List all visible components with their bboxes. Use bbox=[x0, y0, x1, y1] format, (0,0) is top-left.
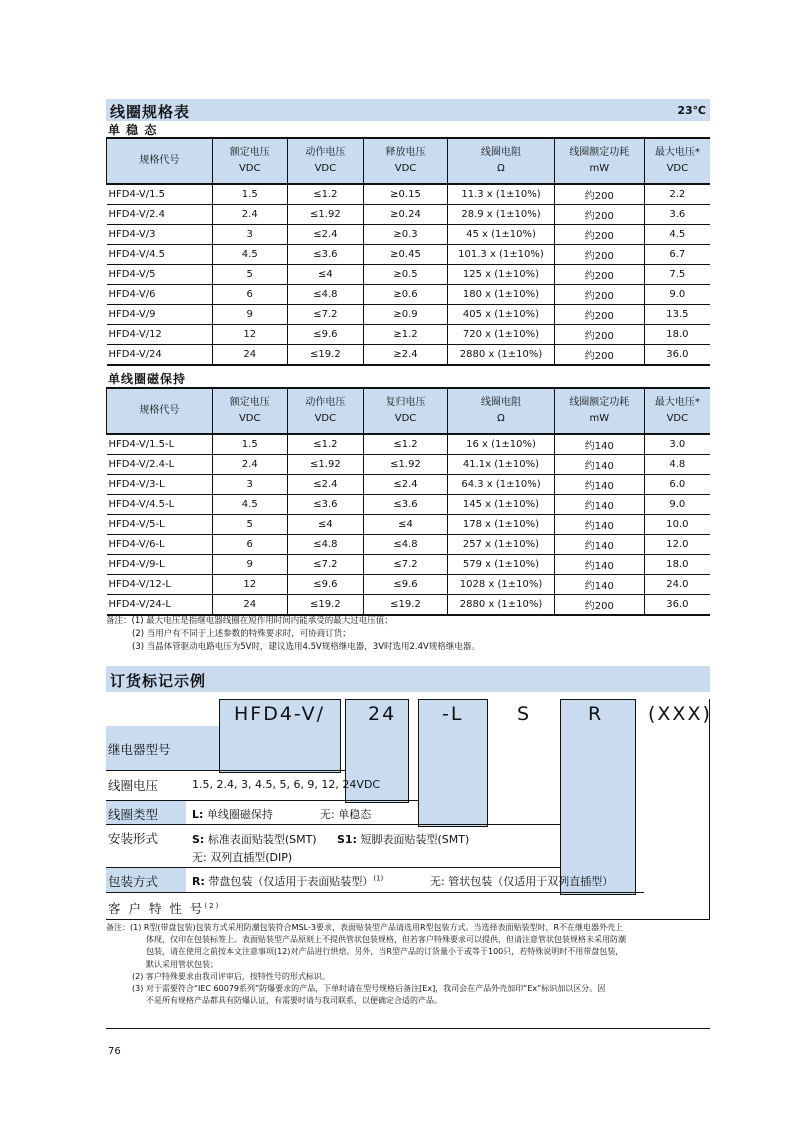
table-cell: 28.9 x (1±10%) bbox=[448, 205, 555, 225]
table-cell: 2880 x (1±10%) bbox=[448, 595, 555, 616]
table-cell: 10.0 bbox=[644, 515, 710, 535]
table-row bbox=[107, 184, 711, 205]
table-cell: 5 bbox=[212, 265, 287, 285]
table-cell: 约140 bbox=[554, 535, 644, 555]
table-cell: HFD4-V/12 bbox=[107, 325, 213, 345]
table-notes bbox=[106, 615, 480, 654]
table-cell: HFD4-V/12-L bbox=[107, 575, 213, 595]
table-cell: 约140 bbox=[554, 515, 644, 535]
table-cell: ≤4 bbox=[287, 265, 363, 285]
order-notes bbox=[106, 922, 626, 1007]
table-cell: HFD4-V/5-L bbox=[107, 515, 213, 535]
code-coil-type: -L bbox=[442, 703, 464, 725]
temperature-label: 23℃ bbox=[677, 104, 706, 117]
table-cell: 24 bbox=[212, 595, 287, 616]
table-cell: 1.5 bbox=[212, 184, 287, 205]
table-cell: HFD4-V/4.5-L bbox=[107, 495, 213, 515]
order-title-band bbox=[106, 666, 710, 692]
note-line: (2) 客户特殊要求由我司评审后，按特性号的形式标识。 bbox=[132, 971, 330, 981]
table-cell: HFD4-V/9 bbox=[107, 305, 213, 325]
table-cell: 6 bbox=[212, 285, 287, 305]
table-cell: ≤19.2 bbox=[287, 595, 363, 616]
table-cell: HFD4-V/2.4 bbox=[107, 205, 213, 225]
table-cell: 12 bbox=[212, 575, 287, 595]
table-cell: ≤2.4 bbox=[363, 475, 447, 495]
table-cell: 约200 bbox=[554, 245, 644, 265]
table-cell: 约200 bbox=[554, 325, 644, 345]
table-cell: HFD4-V/4.5 bbox=[107, 245, 213, 265]
table-cell: ≤9.6 bbox=[287, 325, 363, 345]
table-row bbox=[107, 205, 711, 225]
table-cell: ≤1.2 bbox=[363, 434, 447, 455]
table-row bbox=[107, 325, 711, 345]
table-cell: 178 x (1±10%) bbox=[448, 515, 555, 535]
table-cell: 约200 bbox=[554, 184, 644, 205]
table-cell: 13.5 bbox=[644, 305, 710, 325]
table-cell: 579 x (1±10%) bbox=[448, 555, 555, 575]
table-cell: 45 x (1±10%) bbox=[448, 225, 555, 245]
table-cell: HFD4-V/9-L bbox=[107, 555, 213, 575]
coil-spec-title-band bbox=[106, 99, 710, 121]
label-coil-voltage: 线圈电压 bbox=[108, 778, 159, 793]
table-cell: ≤7.2 bbox=[287, 305, 363, 325]
page-number: 76 bbox=[108, 1046, 121, 1057]
table-row bbox=[107, 495, 711, 515]
table-cell: ≤19.2 bbox=[363, 595, 447, 616]
table-cell: 2.4 bbox=[212, 205, 287, 225]
table-cell: HFD4-V/5 bbox=[107, 265, 213, 285]
note-line: 备注：(1) R型(带盘包装)包装方式采用防潮包装符合MSL-3要求，表面贴装型产品请选用R型包装方式。当选择表面贴装型时，R不在继电器外壳上 bbox=[106, 923, 624, 932]
table-cell: 4.5 bbox=[212, 245, 287, 265]
table-row bbox=[107, 305, 711, 325]
table-cell: ≤4.8 bbox=[287, 285, 363, 305]
table-cell: 180 x (1±10%) bbox=[448, 285, 555, 305]
table-cell: HFD4-V/6 bbox=[107, 285, 213, 305]
table-cell: HFD4-V/1.5 bbox=[107, 184, 213, 205]
table-cell: ≤9.6 bbox=[363, 575, 447, 595]
table-cell: 1.5 bbox=[212, 434, 287, 455]
subhead-latching: 单线圈磁保持 bbox=[108, 372, 187, 386]
table-cell: HFD4-V/2.4-L bbox=[107, 455, 213, 475]
table-cell: 101.3 x (1±10%) bbox=[448, 245, 555, 265]
table-cell: 2.2 bbox=[644, 184, 710, 205]
table-cell: HFD4-V/24-L bbox=[107, 595, 213, 616]
table-row bbox=[107, 535, 711, 555]
table-cell: 6.0 bbox=[644, 475, 710, 495]
label-model: 继电器型号 bbox=[108, 742, 171, 757]
subhead-monostable: 单 稳 态 bbox=[108, 123, 158, 137]
note-line: 体现，仅印在包装标签上。表面贴装型产品原则上不提供管状包装规格，但若客户特殊要求可以提供，但请注意管状包装规格未采用防潮 bbox=[146, 935, 626, 945]
table-cell: 约140 bbox=[554, 475, 644, 495]
table-cell: HFD4-V/3 bbox=[107, 225, 213, 245]
table-row bbox=[107, 285, 711, 305]
label-coil-type: 线圈类型 bbox=[108, 807, 159, 822]
table-cell: ≤19.2 bbox=[287, 345, 363, 366]
table-cell: 64.3 x (1±10%) bbox=[448, 475, 555, 495]
table-cell: ≤1.92 bbox=[287, 455, 363, 475]
header-cell: 线圈电阻 Ω bbox=[448, 388, 555, 434]
label-packing: 包装方式 bbox=[108, 874, 159, 889]
note-line: 备注：(1) 最大电压是指继电器线圈在短作用时间内能承受的最大过电压值； bbox=[106, 616, 393, 626]
table-cell: ≥0.9 bbox=[363, 305, 447, 325]
table-cell: ≥0.5 bbox=[363, 265, 447, 285]
table-cell: 3 bbox=[212, 475, 287, 495]
note-line: 默认采用管状包装； bbox=[146, 959, 218, 969]
table-row bbox=[107, 265, 711, 285]
table-cell: ≥0.24 bbox=[363, 205, 447, 225]
table-cell: 720 x (1±10%) bbox=[448, 325, 555, 345]
table-cell: 18.0 bbox=[644, 555, 710, 575]
table-cell: 9.0 bbox=[644, 285, 710, 305]
table-row bbox=[107, 555, 711, 575]
table-cell: 145 x (1±10%) bbox=[448, 495, 555, 515]
table-cell: 11.3 x (1±10%) bbox=[448, 184, 555, 205]
table-cell: ≤4.8 bbox=[287, 535, 363, 555]
table-cell: 36.0 bbox=[644, 595, 710, 616]
header-cell: 规格代号 bbox=[107, 138, 213, 184]
table-cell: 约140 bbox=[554, 434, 644, 455]
table-cell: 约200 bbox=[554, 305, 644, 325]
note-line: 包装，请在使用之前按本文注意事项(12)对产品进行烘焙。另外，当R型产品的订货量小于或等于100只，若特殊说明时不用带盘包装， bbox=[146, 947, 624, 957]
table-cell: ≥1.2 bbox=[363, 325, 447, 345]
table-cell: 36.0 bbox=[644, 345, 710, 366]
table-cell: ≤1.92 bbox=[287, 205, 363, 225]
table-cell: ≤4.8 bbox=[363, 535, 447, 555]
table-cell: HFD4-V/6-L bbox=[107, 535, 213, 555]
code-packing: R bbox=[588, 703, 604, 725]
section-title: 线圈规格表 bbox=[110, 103, 191, 121]
table-row bbox=[107, 515, 711, 535]
table-cell: 125 x (1±10%) bbox=[448, 265, 555, 285]
table-cell: 7.5 bbox=[644, 265, 710, 285]
code-mount: S bbox=[517, 703, 532, 725]
table-cell: ≤1.2 bbox=[287, 184, 363, 205]
table-cell: 9.0 bbox=[644, 495, 710, 515]
note-line: 不是所有规格产品都具有防爆认证，有需要时请与我司联系，以便确定合适的产品。 bbox=[146, 996, 442, 1006]
table-cell: 3.0 bbox=[644, 434, 710, 455]
table-cell: ≤3.6 bbox=[287, 245, 363, 265]
monostable-spec-table bbox=[106, 137, 710, 366]
table-cell: 2.4 bbox=[212, 455, 287, 475]
label-customer: 客 户 特 性 号$^{(2)}$ bbox=[108, 901, 221, 916]
latching-spec-table bbox=[106, 387, 710, 616]
table-cell: 3.6 bbox=[644, 205, 710, 225]
code-model: HFD4-V/ bbox=[234, 703, 326, 725]
header-cell: 动作电压 VDC bbox=[287, 388, 363, 434]
table-cell: 约140 bbox=[554, 555, 644, 575]
header-cell: 复归电压 VDC bbox=[363, 388, 447, 434]
table-cell: 12.0 bbox=[644, 535, 710, 555]
note-line: (2) 当用户有不同于上述参数的特殊要求时，可协商订货； bbox=[132, 629, 351, 639]
table-cell: 4.5 bbox=[212, 495, 287, 515]
table-row bbox=[107, 245, 711, 265]
table-cell: 5 bbox=[212, 515, 287, 535]
table-row bbox=[107, 225, 711, 245]
table-cell: ≤3.6 bbox=[363, 495, 447, 515]
table-cell: ≤4 bbox=[287, 515, 363, 535]
note-line: (3) 对于需要符合“IEC 60079系列”防爆要求的产品，下单时请在型号规格后备注[Ex]，我司会在产品外壳加印“Ex”标识加以区分。因 bbox=[132, 984, 606, 994]
table-cell: ≤1.2 bbox=[287, 434, 363, 455]
header-cell: 动作电压 VDC bbox=[287, 138, 363, 184]
table-cell: 约200 bbox=[554, 285, 644, 305]
note-line: (3) 当晶体管驱动电路电压为5V时，建议选用4.5V规格继电器，3V时选用2.4V规格继电器。 bbox=[132, 642, 480, 652]
header-cell: 最大电压* VDC bbox=[644, 388, 710, 434]
table-cell: 约200 bbox=[554, 265, 644, 285]
table-row bbox=[107, 475, 711, 495]
table-cell: HFD4-V/1.5-L bbox=[107, 434, 213, 455]
header-cell: 最大电压* VDC bbox=[644, 138, 710, 184]
table-cell: ≤2.4 bbox=[287, 475, 363, 495]
table-row bbox=[107, 455, 711, 475]
table-cell: 1028 x (1±10%) bbox=[448, 575, 555, 595]
table-cell: 2880 x (1±10%) bbox=[448, 345, 555, 366]
table-cell: 3 bbox=[212, 225, 287, 245]
table-cell: 约140 bbox=[554, 495, 644, 515]
table-cell: 257 x (1±10%) bbox=[448, 535, 555, 555]
table-cell: 约200 bbox=[554, 205, 644, 225]
table-cell: 18.0 bbox=[644, 325, 710, 345]
table-cell: ≥0.6 bbox=[363, 285, 447, 305]
table-cell: 约200 bbox=[554, 595, 644, 616]
coil-voltage-values: 1.5, 2.4, 3, 4.5, 5, 6, 9, 12, 24VDC bbox=[192, 778, 381, 791]
code-voltage: 24 bbox=[368, 703, 397, 725]
table-row bbox=[107, 434, 711, 455]
table-row bbox=[107, 345, 711, 366]
code-customer: (XXX) bbox=[648, 703, 712, 725]
customer-bar bbox=[644, 699, 710, 919]
table-row bbox=[107, 575, 711, 595]
table-cell: ≤3.6 bbox=[287, 495, 363, 515]
table-cell: ≥0.15 bbox=[363, 184, 447, 205]
table-cell: 41.1x (1±10%) bbox=[448, 455, 555, 475]
table-cell: ≥2.4 bbox=[363, 345, 447, 366]
header-cell: 额定电压 VDC bbox=[212, 388, 287, 434]
header-cell: 线圈额定功耗 mW bbox=[554, 138, 644, 184]
table-cell: 9 bbox=[212, 305, 287, 325]
table-cell: ≤2.4 bbox=[287, 225, 363, 245]
table-cell: 6.7 bbox=[644, 245, 710, 265]
table-cell: 约200 bbox=[554, 225, 644, 245]
table-cell: ≥0.3 bbox=[363, 225, 447, 245]
table-cell: 12 bbox=[212, 325, 287, 345]
table-row bbox=[107, 595, 711, 616]
table-cell: ≤7.2 bbox=[287, 555, 363, 575]
label-mount: 安装形式 bbox=[108, 831, 159, 846]
table-cell: 约140 bbox=[554, 575, 644, 595]
header-cell: 释放电压 VDC bbox=[363, 138, 447, 184]
table-cell: 24 bbox=[212, 345, 287, 366]
table-cell: 16 x (1±10%) bbox=[448, 434, 555, 455]
table-cell: 约200 bbox=[554, 345, 644, 366]
table-cell: HFD4-V/24 bbox=[107, 345, 213, 366]
header-cell: 额定电压 VDC bbox=[212, 138, 287, 184]
table-cell: 4.5 bbox=[644, 225, 710, 245]
table-cell: 4.8 bbox=[644, 455, 710, 475]
table-cell: ≤9.6 bbox=[287, 575, 363, 595]
table-cell: ≥0.45 bbox=[363, 245, 447, 265]
header-cell: 线圈额定功耗 mW bbox=[554, 388, 644, 434]
table-cell: 6 bbox=[212, 535, 287, 555]
table-cell: 24.0 bbox=[644, 575, 710, 595]
table-cell: ≤7.2 bbox=[363, 555, 447, 575]
table-cell: 9 bbox=[212, 555, 287, 575]
header-cell: 线圈电阻 Ω bbox=[448, 138, 555, 184]
table-cell: 405 x (1±10%) bbox=[448, 305, 555, 325]
table-cell: HFD4-V/3-L bbox=[107, 475, 213, 495]
table-cell: ≤1.92 bbox=[363, 455, 447, 475]
header-cell: 规格代号 bbox=[107, 388, 213, 434]
table-cell: 约140 bbox=[554, 455, 644, 475]
section-title: 订货标记示例 bbox=[110, 672, 207, 690]
table-cell: ≤4 bbox=[363, 515, 447, 535]
